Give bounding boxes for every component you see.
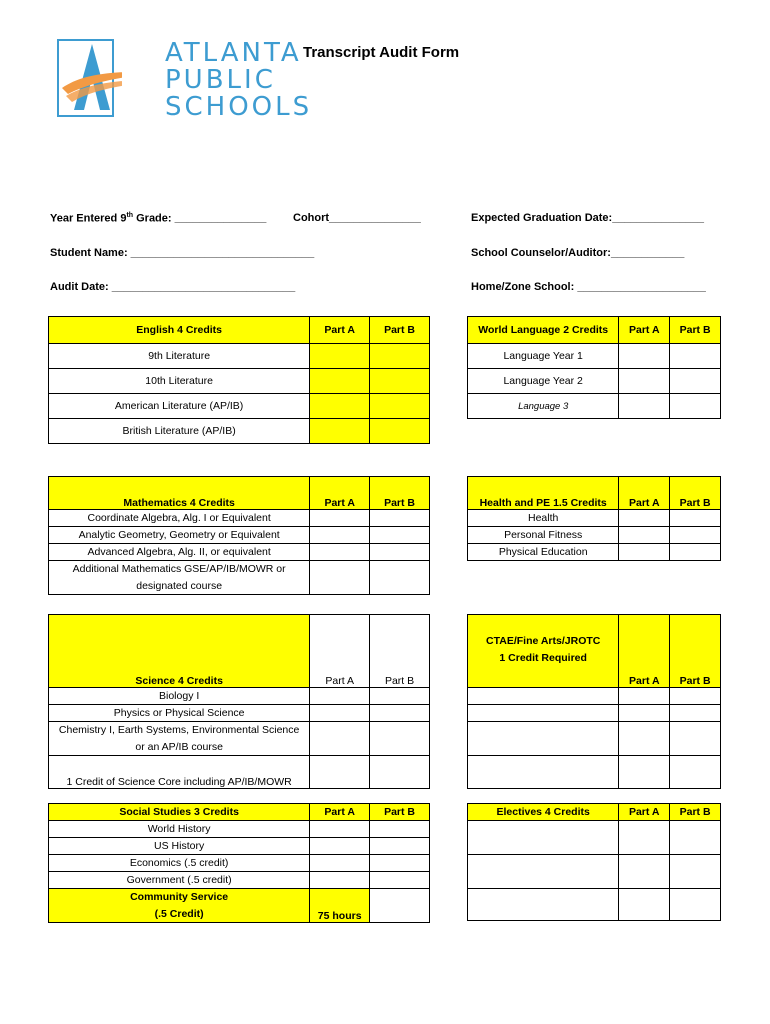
part-a-cell[interactable] [310, 756, 370, 789]
course-row: Biology I [49, 688, 310, 705]
electives-table [467, 803, 721, 921]
course-row: Physics or Physical Science [49, 705, 310, 722]
ctae-row[interactable] [468, 722, 619, 756]
part-a-cell[interactable] [619, 688, 670, 705]
part-b-cell[interactable] [370, 821, 430, 838]
world-language-header: World Language 2 Credits [468, 317, 619, 344]
part-a-cell[interactable] [619, 889, 670, 921]
part-b-cell[interactable] [670, 344, 721, 369]
part-a-header: Part A [619, 615, 670, 688]
course-row: Language Year 1 [468, 344, 619, 369]
part-a-cell[interactable] [310, 527, 370, 544]
world-language-table [467, 316, 721, 419]
part-b-cell[interactable] [370, 688, 430, 705]
community-service-line: Community Service [130, 891, 229, 903]
part-b-cell[interactable] [670, 821, 721, 855]
logo-line-1: ATLANTA [165, 38, 302, 68]
audit-date-field[interactable]: Audit Date: ______________________________ [50, 281, 296, 293]
part-b-cell[interactable] [370, 838, 430, 855]
part-a-cell[interactable] [619, 527, 670, 544]
course-row: Advanced Algebra, Alg. II, or equivalent [49, 544, 310, 561]
part-a-header: Part A [619, 804, 670, 821]
aps-logo-icon [62, 40, 122, 114]
electives-header: Electives 4 Credits [468, 804, 619, 821]
part-a-cell[interactable] [310, 544, 370, 561]
year-entered-sup: th [126, 212, 134, 219]
part-a-header: Part A [310, 317, 370, 344]
expected-graduation-field[interactable]: Expected Graduation Date:_______________ [471, 212, 704, 224]
part-a-header: Part A [310, 615, 370, 688]
part-b-cell[interactable] [670, 510, 721, 527]
part-b-header: Part B [670, 615, 721, 688]
part-b-header: Part B [370, 615, 430, 688]
english-header: English 4 Credits [49, 317, 310, 344]
part-a-cell[interactable] [619, 722, 670, 756]
community-hours: 75 hours [310, 889, 370, 923]
social-studies-header: Social Studies 3 Credits [49, 804, 310, 821]
part-a-cell[interactable] [310, 722, 370, 756]
part-b-cell[interactable] [370, 705, 430, 722]
part-a-cell[interactable] [310, 688, 370, 705]
part-b-cell[interactable] [670, 544, 721, 561]
course-line: Additional Mathematics GSE/AP/IB/MOWR or [72, 563, 286, 575]
part-a-cell[interactable] [310, 705, 370, 722]
part-b-cell[interactable] [670, 855, 721, 889]
part-b-header: Part B [370, 477, 430, 510]
social-studies-table [48, 803, 430, 923]
part-b-cell[interactable] [370, 561, 430, 595]
community-service-row [49, 889, 310, 923]
part-b-cell[interactable] [670, 705, 721, 722]
health-table [467, 476, 721, 561]
part-a-cell[interactable] [310, 561, 370, 595]
ctae-title-line: CTAE/Fine Arts/JROTC [486, 635, 601, 647]
part-a-header: Part A [619, 477, 670, 510]
course-row: Language Year 2 [468, 369, 619, 394]
course-row: 1 Credit of Science Core including AP/IB/MOWR [49, 756, 310, 789]
science-header: Science 4 Credits [49, 615, 310, 688]
course-row: Coordinate Algebra, Alg. I or Equivalent [49, 510, 310, 527]
course-row [49, 561, 310, 595]
course-row: Analytic Geometry, Geometry or Equivalent [49, 527, 310, 544]
part-b-cell[interactable] [370, 889, 430, 923]
part-b-header: Part B [670, 477, 721, 510]
math-header: Mathematics 4 Credits [49, 477, 310, 510]
part-a-cell[interactable] [310, 838, 370, 855]
part-a-header: Part A [310, 477, 370, 510]
part-b-cell[interactable] [370, 527, 430, 544]
part-a-cell[interactable] [619, 855, 670, 889]
logo-wordmark [165, 40, 312, 121]
course-row: British Literature (AP/IB) [49, 419, 310, 444]
elective-row[interactable] [468, 889, 619, 921]
part-b-cell[interactable] [670, 756, 721, 789]
part-b-cell[interactable] [370, 855, 430, 872]
part-a-cell[interactable] [310, 855, 370, 872]
part-b-cell[interactable] [670, 688, 721, 705]
part-b-cell[interactable] [670, 889, 721, 921]
part-b-cell[interactable] [670, 527, 721, 544]
ctae-table [467, 614, 721, 789]
part-a-cell[interactable] [619, 510, 670, 527]
course-row: Physical Education [468, 544, 619, 561]
course-row: Personal Fitness [468, 527, 619, 544]
part-b-cell[interactable] [370, 544, 430, 561]
part-a-header: Part A [310, 804, 370, 821]
year-entered-field[interactable] [50, 212, 266, 225]
part-b-cell[interactable] [670, 394, 721, 419]
part-b-header: Part B [370, 804, 430, 821]
student-name-field[interactable]: Student Name: ______________________________ [50, 247, 315, 259]
math-table [48, 476, 430, 595]
part-a-cell[interactable] [310, 419, 370, 444]
course-row: Government (.5 credit) [49, 872, 310, 889]
logo-line-3: SCHOOLS [165, 92, 313, 122]
science-table [48, 614, 430, 789]
cohort-field[interactable]: Cohort_______________ [293, 212, 421, 224]
part-a-cell[interactable] [619, 756, 670, 789]
course-row: US History [49, 838, 310, 855]
counselor-field[interactable]: School Counselor/Auditor:____________ [471, 247, 685, 259]
year-entered-blank: Grade: _______________ [133, 212, 267, 225]
part-b-cell[interactable] [370, 510, 430, 527]
course-row: Language 3 [468, 394, 619, 419]
part-b-cell[interactable] [670, 369, 721, 394]
part-b-cell[interactable] [370, 369, 430, 394]
part-a-cell[interactable] [619, 344, 670, 369]
part-a-cell[interactable] [619, 821, 670, 855]
course-row: Economics (.5 credit) [49, 855, 310, 872]
form-title: Transcript Audit Form [303, 44, 460, 61]
ctae-title-line: 1 Credit Required [499, 652, 587, 664]
part-a-cell[interactable] [619, 544, 670, 561]
part-b-header: Part B [670, 317, 721, 344]
course-row: 9th Literature [49, 344, 310, 369]
part-a-cell[interactable] [310, 344, 370, 369]
home-school-field[interactable]: Home/Zone School: _____________________ [471, 281, 706, 293]
course-line: Chemistry I, Earth Systems, Environmental Science [58, 724, 300, 736]
course-row: 10th Literature [49, 369, 310, 394]
part-b-cell[interactable] [370, 722, 430, 756]
part-a-cell[interactable] [619, 705, 670, 722]
ctae-row[interactable] [468, 756, 619, 789]
part-a-cell[interactable] [310, 394, 370, 419]
elective-row[interactable] [468, 821, 619, 855]
course-row: Health [468, 510, 619, 527]
ctae-row[interactable] [468, 688, 619, 705]
course-row: American Literature (AP/IB) [49, 394, 310, 419]
part-a-cell[interactable] [310, 872, 370, 889]
part-b-cell[interactable] [370, 394, 430, 419]
logo-line-2: PUBLIC [165, 65, 276, 95]
english-table [48, 316, 430, 444]
part-b-cell[interactable] [670, 722, 721, 756]
part-b-cell[interactable] [370, 419, 430, 444]
community-service-line: (.5 Credit) [154, 907, 204, 920]
part-a-cell[interactable] [619, 369, 670, 394]
part-a-cell[interactable] [310, 821, 370, 838]
course-row [49, 722, 310, 756]
course-row: World History [49, 821, 310, 838]
part-a-cell[interactable] [310, 510, 370, 527]
part-b-cell[interactable] [370, 872, 430, 889]
ctae-header [468, 615, 619, 688]
part-a-cell[interactable] [310, 369, 370, 394]
part-a-header: Part A [619, 317, 670, 344]
ctae-row[interactable] [468, 705, 619, 722]
health-header: Health and PE 1.5 Credits [468, 477, 619, 510]
elective-row[interactable] [468, 855, 619, 889]
course-line: designated course [136, 579, 223, 592]
part-b-cell[interactable] [370, 344, 430, 369]
part-b-cell[interactable] [370, 756, 430, 789]
part-b-header: Part B [370, 317, 430, 344]
part-a-cell[interactable] [619, 394, 670, 419]
course-line: or an AP/IB course [135, 740, 223, 753]
part-b-header: Part B [670, 804, 721, 821]
year-entered-label: Year Entered 9 [50, 212, 127, 225]
